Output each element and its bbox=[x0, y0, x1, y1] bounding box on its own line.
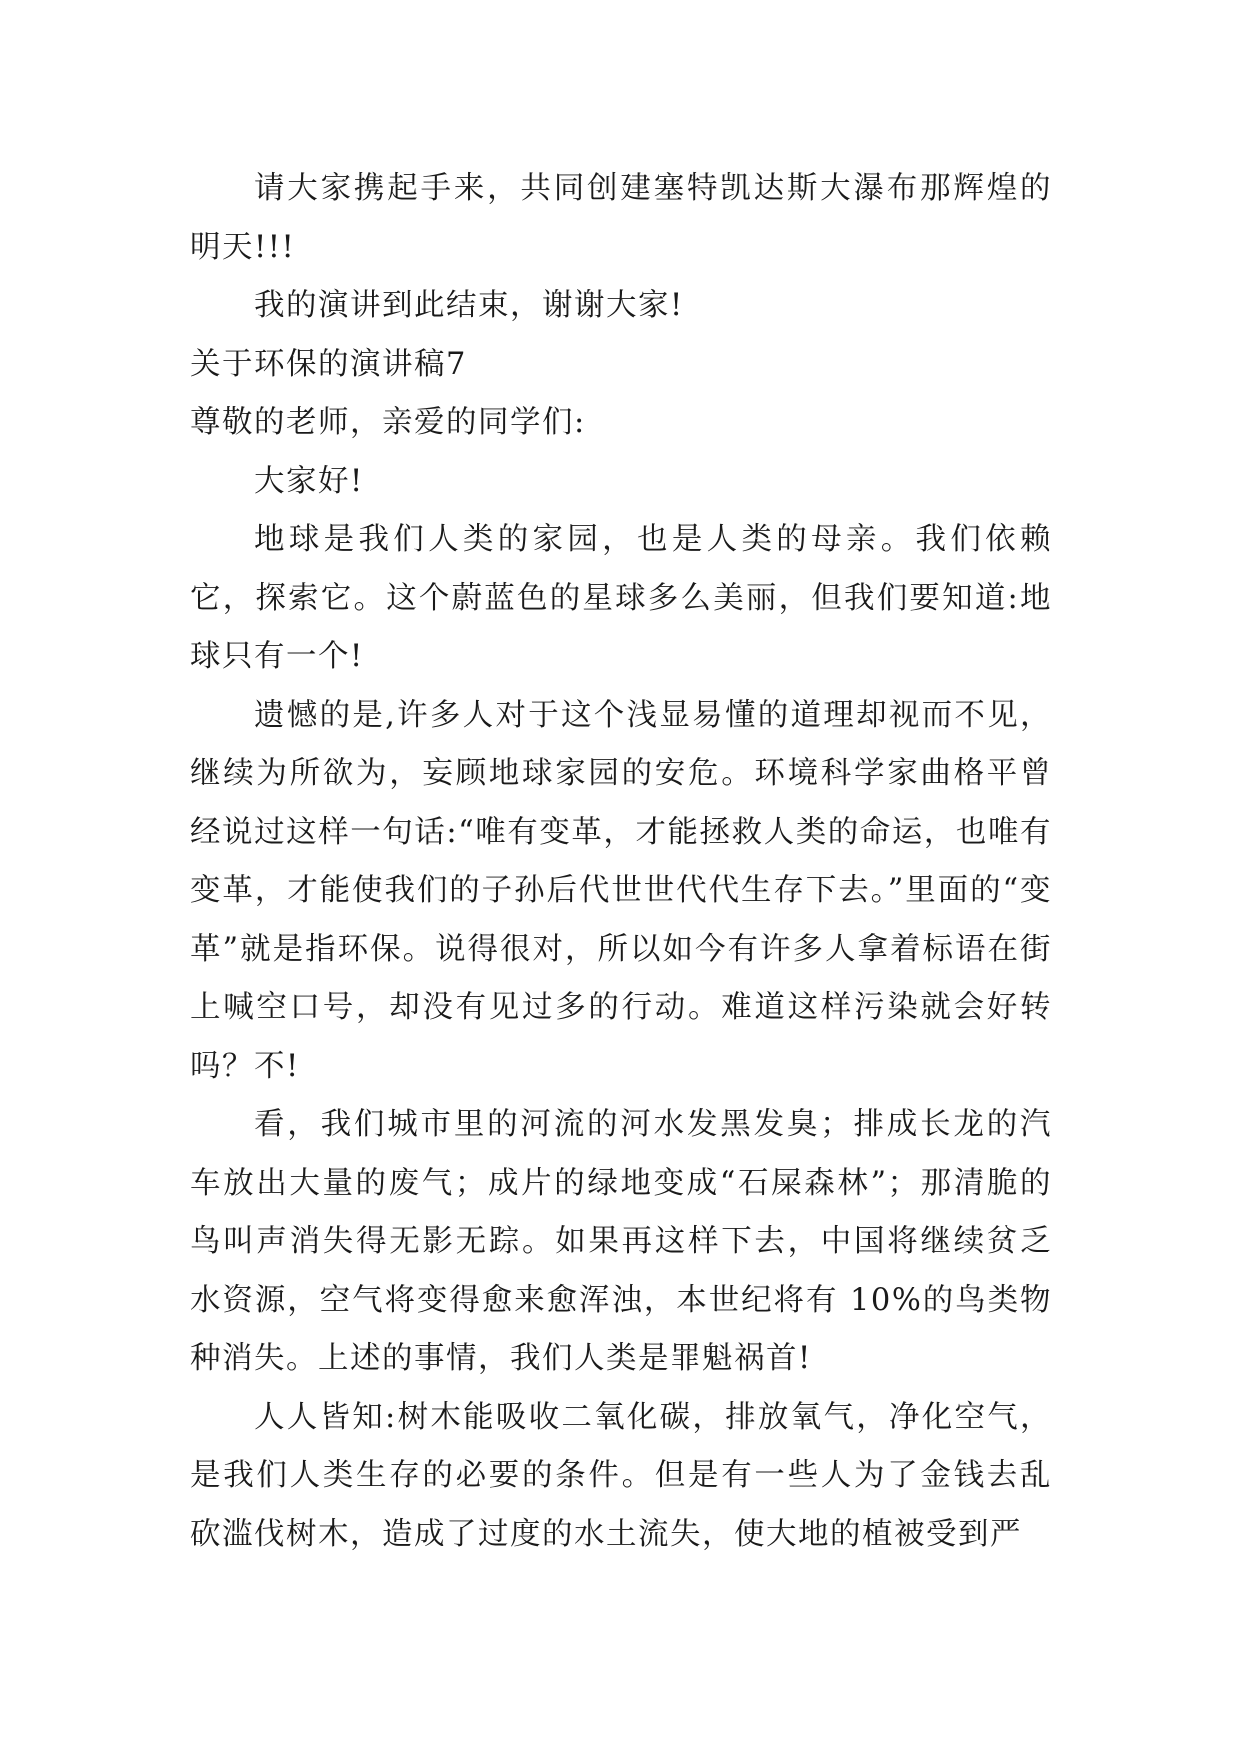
paragraph-closing-call: 请大家携起手来，共同创建塞特凯达斯大瀑布那辉煌的明天!!! bbox=[190, 171, 1052, 265]
paragraph-pollution: 看，我们城市里的河流的河水发黑发臭；排成长龙的汽车放出大量的废气；成片的绿地变成“石屎森林”；那清脆的鸟叫声消失得无影无踪。如果再这样下去，中国将继续贫乏水资源，空气将变得愈来愈浑浊，本世纪将有 10%的鸟类物种消失。上述的事情，我们人类是罪魁祸首! bbox=[190, 1107, 1052, 1376]
greeting: 大家好! bbox=[254, 463, 364, 499]
document-body bbox=[190, 160, 1052, 1564]
salutation: 尊敬的老师，亲爱的同学们: bbox=[190, 405, 586, 440]
paragraph-earth-home: 地球是我们人类的家园，也是人类的母亲。我们依赖它，探索它。这个蔚蓝色的星球多么美丽，但我们要知道:地球只有一个! bbox=[190, 522, 1052, 674]
section-title: 关于环保的演讲稿7 bbox=[190, 346, 467, 382]
paragraph-speech-end: 我的演讲到此结束，谢谢大家! bbox=[254, 288, 684, 323]
paragraph-reform-quote: 遗憾的是,许多人对于这个浅显易懂的道理却视而不见，继续为所欲为，妄顾地球家园的安危。环境科学家曲格平曾经说过这样一句话:“唯有变革，才能拯救人类的命运，也唯有变革，才能使我们的子孙后代世世代代生存下去。”里面的“变革”就是指环保。说得很对，所以如今有许多人拿着标语在街上喊空口号，却没有见过多的行动。难道这样污染就会好转吗？不! bbox=[190, 697, 1052, 1084]
paragraph-trees: 人人皆知:树木能吸收二氧化碳，排放氧气，净化空气，是我们人类生存的必要的条件。但是有一些人为了金钱去乱砍滥伐树木，造成了过度的水土流失，使大地的植被受到严 bbox=[190, 1399, 1052, 1552]
